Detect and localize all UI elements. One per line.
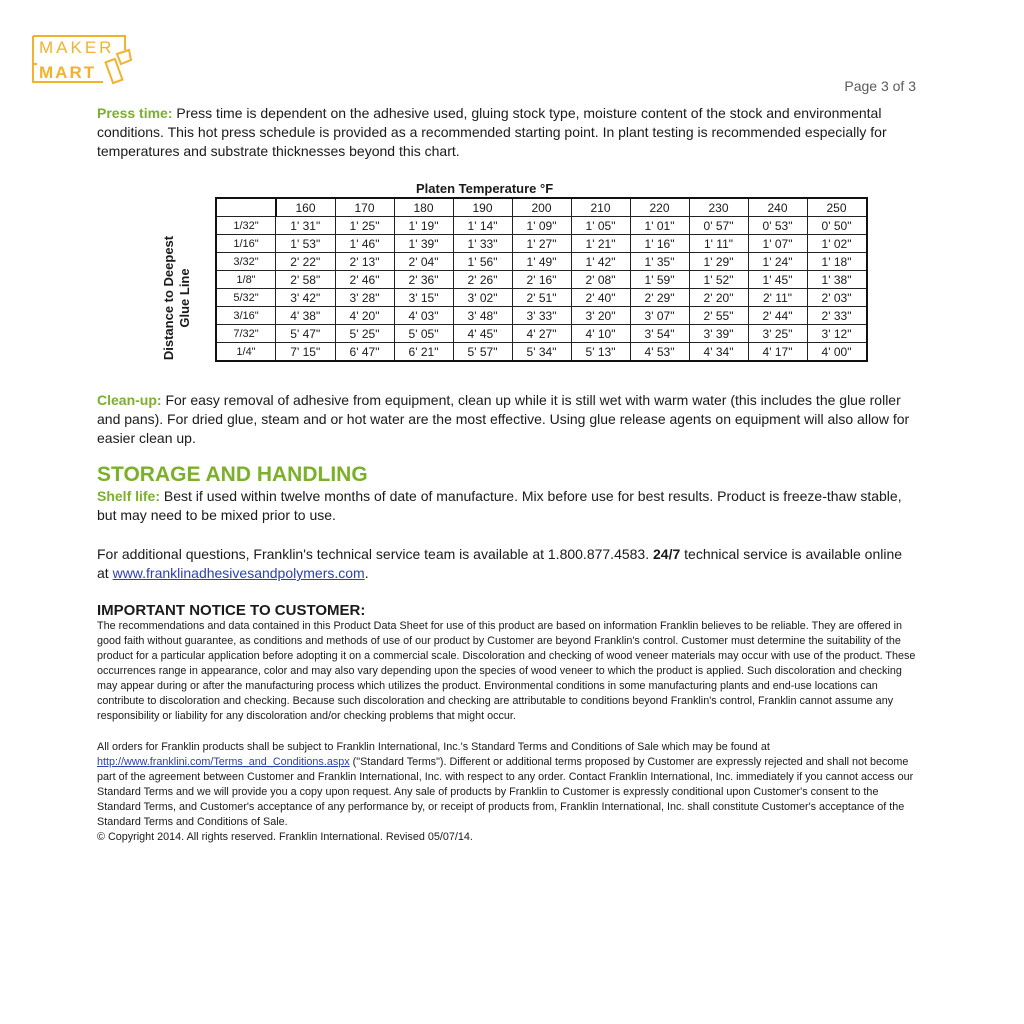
table-cell: 4' 27"	[512, 325, 571, 343]
table-corner	[216, 198, 276, 217]
table-row	[216, 235, 867, 253]
temperature-header: 160	[276, 198, 336, 217]
cleanup-text: For easy removal of adhesive from equipment, clean up while it is still wet with warm water (this includes the glue roller and pans). For dried glue, steam and or hot water are the most effective. Using glue release agents on equipment will also allow for easier clean up.	[97, 392, 910, 446]
terms-text: All orders for Franklin products shall be subject to Franklin International, Inc.'s Standard Terms and Conditions of Sale which may be found at	[97, 741, 770, 753]
table-cell: 1' 45"	[748, 271, 807, 289]
logo-top-text: MAKER	[39, 38, 115, 57]
row-label: 1/8"	[216, 271, 276, 289]
table-cell: 1' 56"	[453, 253, 512, 271]
contact-paragraph	[97, 545, 917, 583]
table-cell: 4' 20"	[335, 307, 394, 325]
table-cell: 1' 05"	[571, 217, 630, 235]
temperature-header: 240	[748, 198, 807, 217]
press-time-paragraph	[97, 104, 917, 161]
table-cell: 2' 58"	[276, 271, 336, 289]
table-cell: 2' 20"	[689, 289, 748, 307]
table-cell: 1' 29"	[689, 253, 748, 271]
table-cell: 3' 33"	[512, 307, 571, 325]
table-cell: 2' 11"	[748, 289, 807, 307]
cleanup-paragraph	[97, 391, 917, 448]
table-row	[216, 325, 867, 343]
table-cell: 3' 39"	[689, 325, 748, 343]
table-cell: 2' 08"	[571, 271, 630, 289]
terms-link[interactable]: http://www.franklini.com/Terms_and_Conditions.aspx	[97, 756, 350, 768]
temperature-header: 200	[512, 198, 571, 217]
table-cell: 1' 31"	[276, 217, 336, 235]
table-cell: 2' 51"	[512, 289, 571, 307]
table-cell: 0' 53"	[748, 217, 807, 235]
table-cell: 1' 38"	[807, 271, 867, 289]
logo-bottom-text: MART	[39, 63, 97, 82]
row-axis-label: Distance to Deepest Glue Line	[161, 235, 192, 361]
table-cell: 1' 59"	[630, 271, 689, 289]
table-cell: 1' 01"	[630, 217, 689, 235]
table-cell: 3' 48"	[453, 307, 512, 325]
contact-text-end: .	[364, 565, 369, 581]
table-cell: 4' 00"	[807, 343, 867, 362]
table-row	[216, 271, 867, 289]
table-cell: 3' 02"	[453, 289, 512, 307]
table-cell: 5' 13"	[571, 343, 630, 362]
table-cell: 5' 05"	[394, 325, 453, 343]
table-cell: 1' 33"	[453, 235, 512, 253]
table-cell: 2' 36"	[394, 271, 453, 289]
table-cell: 5' 34"	[512, 343, 571, 362]
row-label: 5/32"	[216, 289, 276, 307]
press-time-label: Press time:	[97, 105, 173, 121]
row-label: 1/4"	[216, 343, 276, 362]
notice-paragraph-2	[97, 740, 917, 830]
table-cell: 2' 46"	[335, 271, 394, 289]
table-cell: 1' 07"	[748, 235, 807, 253]
table-cell: 1' 09"	[512, 217, 571, 235]
table-cell: 1' 11"	[689, 235, 748, 253]
table-cell: 2' 13"	[335, 253, 394, 271]
table-cell: 1' 21"	[571, 235, 630, 253]
cleanup-label: Clean-up:	[97, 392, 162, 408]
table-cell: 2' 03"	[807, 289, 867, 307]
press-schedule-table-block	[97, 181, 917, 377]
table-cell: 3' 20"	[571, 307, 630, 325]
table-cell: 3' 07"	[630, 307, 689, 325]
temperature-header: 180	[394, 198, 453, 217]
table-cell: 1' 18"	[807, 253, 867, 271]
copyright: © Copyright 2014. All rights reserved. Franklin International. Revised 05/07/14.	[97, 831, 473, 843]
table-cell: 3' 12"	[807, 325, 867, 343]
table-cell: 1' 25"	[335, 217, 394, 235]
table-cell: 1' 27"	[512, 235, 571, 253]
table-cell: 1' 46"	[335, 235, 394, 253]
table-cell: 4' 03"	[394, 307, 453, 325]
table-header-row	[216, 198, 867, 217]
temperature-header: 190	[453, 198, 512, 217]
temperature-header: 250	[807, 198, 867, 217]
table-row	[216, 217, 867, 235]
press-time-text: Press time is dependent on the adhesive used, gluing stock type, moisture content of the stock and environmental conditions. This hot press schedule is provided as a recommended starting point. In plant testing is recommended especially for temperatures and substrate thicknesses beyond this chart.	[97, 105, 887, 159]
table-cell: 2' 29"	[630, 289, 689, 307]
table-row	[216, 289, 867, 307]
table-cell: 0' 57"	[689, 217, 748, 235]
table-cell: 3' 54"	[630, 325, 689, 343]
table-cell: 5' 57"	[453, 343, 512, 362]
table-cell: 3' 15"	[394, 289, 453, 307]
table-cell: 2' 44"	[748, 307, 807, 325]
table-cell: 5' 47"	[276, 325, 336, 343]
row-label: 3/32"	[216, 253, 276, 271]
terms-text-end: ("Standard Terms"). Different or additional terms proposed by Customer are expressly rejected and shall not become part of the agreement between Customer and Franklin International, Inc. with respect to any order. Contact Franklin International, Inc. immediately if you cannot access our Standard Terms and we will provide you a copy upon request. Any sale of products by Franklin to Customer is expressly conditional upon Customer's consent to the Standard Terms, and Customer's acceptance of any performance by, or receipt of products from, Franklin International, Inc. shall constitute Customer's acceptance of the Standard Terms and Conditions of Sale.	[97, 756, 914, 828]
table-cell: 6' 47"	[335, 343, 394, 362]
table-cell: 1' 49"	[512, 253, 571, 271]
table-cell: 1' 02"	[807, 235, 867, 253]
table-row	[216, 253, 867, 271]
temperature-header: 220	[630, 198, 689, 217]
table-cell: 2' 40"	[571, 289, 630, 307]
row-label: 3/16"	[216, 307, 276, 325]
table-cell: 2' 22"	[276, 253, 336, 271]
shelf-life-paragraph	[97, 487, 917, 525]
table-cell: 1' 35"	[630, 253, 689, 271]
storage-heading: STORAGE AND HANDLING	[97, 463, 368, 486]
table-cell: 7' 15"	[276, 343, 336, 362]
table-cell: 1' 16"	[630, 235, 689, 253]
contact-text-middle: technical service is available online at	[97, 546, 903, 581]
contact-text: For additional questions, Franklin's technical service team is available at 1.800.877.4583.	[97, 546, 653, 562]
website-link[interactable]: www.franklinadhesivesandpolymers.com	[112, 565, 365, 581]
row-label: 1/32"	[216, 217, 276, 235]
table-cell: 3' 42"	[276, 289, 336, 307]
shelf-life-text: Best if used within twelve months of date of manufacture. Mix before use for best results. Product is freeze-thaw stable, but may need to be mixed prior to use.	[97, 488, 902, 523]
table-cell: 1' 39"	[394, 235, 453, 253]
table-cell: 1' 14"	[453, 217, 512, 235]
table-cell: 3' 28"	[335, 289, 394, 307]
table-cell: 2' 16"	[512, 271, 571, 289]
table-cell: 6' 21"	[394, 343, 453, 362]
table-cell: 3' 25"	[748, 325, 807, 343]
table-cell: 0' 50"	[807, 217, 867, 235]
page-number: Page 3 of 3	[844, 78, 916, 94]
table-cell: 4' 10"	[571, 325, 630, 343]
table-cell: 1' 42"	[571, 253, 630, 271]
table-cell: 5' 25"	[335, 325, 394, 343]
temperature-header: 210	[571, 198, 630, 217]
table-cell: 2' 26"	[453, 271, 512, 289]
temperature-header: 170	[335, 198, 394, 217]
maker-mart-logo	[31, 30, 135, 90]
table-title: Platen Temperature °F	[416, 181, 554, 196]
table-row	[216, 343, 867, 362]
table-cell: 4' 34"	[689, 343, 748, 362]
table-cell: 1' 53"	[276, 235, 336, 253]
table-cell: 2' 04"	[394, 253, 453, 271]
press-schedule-table	[215, 197, 868, 362]
table-cell: 4' 53"	[630, 343, 689, 362]
table-cell: 4' 17"	[748, 343, 807, 362]
table-cell: 2' 33"	[807, 307, 867, 325]
table-cell: 1' 19"	[394, 217, 453, 235]
table-cell: 4' 45"	[453, 325, 512, 343]
table-cell: 1' 52"	[689, 271, 748, 289]
table-cell: 2' 55"	[689, 307, 748, 325]
table-row	[216, 307, 867, 325]
table-cell: 1' 24"	[748, 253, 807, 271]
notice-title: IMPORTANT NOTICE TO CUSTOMER:	[97, 602, 366, 619]
notice-paragraph-1: The recommendations and data contained in this Product Data Sheet for use of this product are based on information Franklin believes to be reliable. They are offered in good faith without guarantee, as conditions and methods of use of our product by Customer are beyond Franklin's control. Customer must determine the suitability of the product for a particular application before adopting it on a commercial scale. Discoloration and checking of wood veneer materials may occur with use of the product. These occurrences range in appearance, color and may also vary depending upon the species of wood veneer to which the product is applied. Such discoloration and checking may appear during or after the manufacturing process which utilizes the product. Environmental conditions in some manufacturing plants and end-use locations can contribute to discoloration and checking. Because such discoloration and checking are attributable to conditions beyond Franklin's control, Franklin cannot assume any responsibility or liability for any discoloration and/or checking problems that might occur.	[97, 620, 916, 722]
temperature-header: 230	[689, 198, 748, 217]
table-cell: 4' 38"	[276, 307, 336, 325]
row-label: 1/16"	[216, 235, 276, 253]
contact-bold: 24/7	[653, 546, 681, 562]
row-label: 7/32"	[216, 325, 276, 343]
shelf-life-label: Shelf life:	[97, 488, 161, 504]
